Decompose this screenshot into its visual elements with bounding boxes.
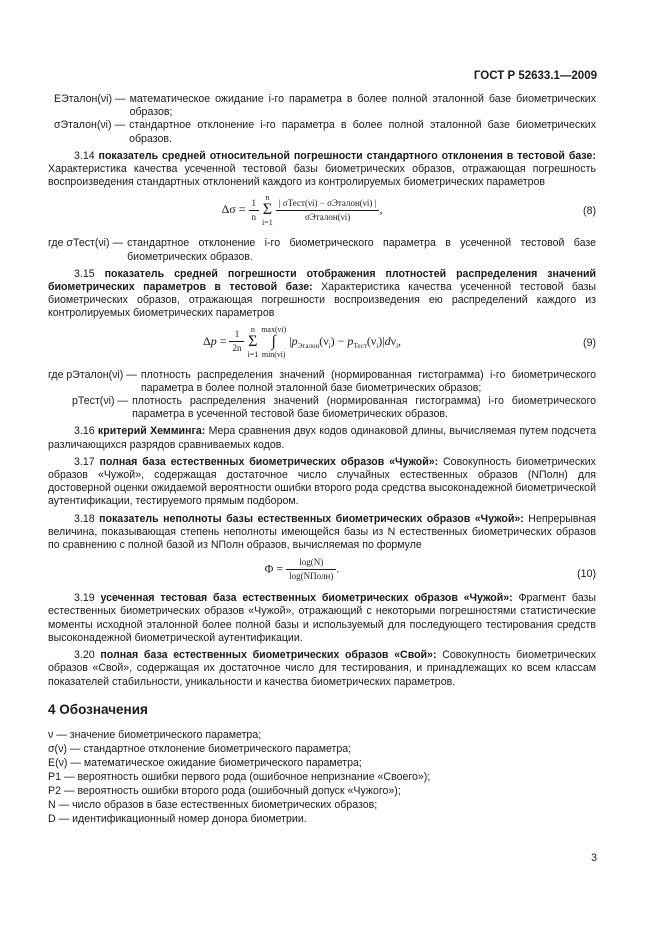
formula-lhs: Φ =	[264, 561, 284, 576]
list-item: σ(ν) — стандартное отклонение биометрического параметра;	[48, 742, 352, 755]
definition-p-test	[72, 395, 596, 421]
definition-term: σЭталон(νi) —	[54, 119, 126, 132]
clause-3-14	[48, 150, 596, 190]
clause-number: 3.19	[74, 592, 95, 605]
page-number: 3	[591, 852, 597, 864]
definition-term: где σТест(νi) —	[48, 237, 124, 250]
definition-text: плотность распределения значений (нормированная гистограмма) i-го биометрического параметра в усеченной тестовой базе биометрических образов.	[132, 395, 596, 421]
document-header: ГОСТ Р 52633.1—2009	[473, 70, 597, 82]
clause-title: показатель средней погрешности отображения плотностей распределения значений биометрических параметров в тестовой базе:	[48, 267, 596, 294]
clause-text: Совокупность биометрических образов «Чужой», содержащая достаточное число случайных естественных образов (NПолн) для достоверной оценки ожидаемой вероятности ошибки второго рода средства высоконадежной биометрической аутентификации, тестируемого прямым подбором.	[48, 455, 596, 508]
clause-3-15	[48, 268, 596, 321]
equation-number: (10)	[577, 568, 596, 581]
list-item: N — число образов в базе естественных биометрических образов;	[48, 798, 378, 811]
definition-term: pТест(νi) —	[72, 395, 129, 408]
clause-3-16	[48, 425, 596, 451]
sum-top: n	[250, 324, 255, 334]
definition-text: плотность распределения значений (нормированная гистограмма) i-го биометрического параметра в более полной эталонной базе биометрических образов;	[140, 368, 596, 394]
definition-text: стандартное отклонение i-го биометрического параметра в усеченной тестовой базе биометрических образов.	[127, 237, 596, 263]
clause-number: 3.18	[74, 512, 95, 525]
definition-sigma-test	[48, 237, 596, 263]
equation-number: (9)	[583, 336, 596, 349]
clause-3-20	[48, 649, 596, 689]
sum-bottom: i=1	[247, 349, 259, 359]
clause-3-19	[48, 592, 596, 645]
page-content	[48, 93, 596, 826]
definition-sigma-etalon	[54, 119, 596, 145]
clause-text: Фрагмент базы естественных биометрических образов «Чужой», отражающий с некоторыми погрешностями статистические моменты исходной эталонной более полной базы и используемый для последующего тестирования средств высоконадежной биометрической аутентификации.	[48, 592, 596, 644]
clause-title: критерий Хемминга:	[97, 425, 206, 438]
definition-term: где pЭталон(νi) —	[48, 368, 137, 381]
clause-text: Мера сравнения двух кодов одинаковой длины, вычисляемая путем подсчета различающихся разрядов сравниваемых кодов.	[48, 425, 596, 451]
formula-9: Δp = $\frac{1}{2n}$ n Σ i=1 max(νi) ∫ min(νi) $|p_{Эталон}(\nu_i) - p_{Тест}(\nu_i)|d\nu_i$, (9)	[202, 324, 596, 359]
list-item: P1 — вероятность ошибки первого рода (ошибочное непризнание «Своего»);	[48, 770, 431, 783]
clause-number: 3.15	[74, 267, 95, 280]
definition-text: математическое ожидание i-го параметра в более полной эталонной базе биометрических образов;	[129, 93, 596, 119]
formula-denominator: log(NПолн)	[289, 571, 334, 582]
clause-3-18	[48, 513, 596, 553]
clause-title: показатель неполноты базы естественных биометрических образов «Чужой»:	[99, 512, 524, 525]
clause-number: 3.14	[74, 149, 95, 162]
section-4-title: 4 Обозначения	[48, 701, 148, 717]
integral-bottom: min(νi)	[261, 349, 286, 359]
clause-text: Характеристика качества усеченной тестовой базы биометрических образов, отражающая погрешности воспроизведения ею распределений каждого из контролируемых биометрических параметров	[48, 281, 597, 320]
definition-p-etalon	[48, 369, 596, 395]
formula-10: Φ = $\frac{\log(N)}{\text{log(NПолн)}}$ . (10)	[48, 556, 596, 588]
clause-title: усеченная тестовая база естественных биометрических образов «Чужой»:	[100, 592, 513, 605]
clause-text: Характеристика качества усеченной тестовой базы биометрических образов, отражающая погрешность воспроизведения стандартных отклонений каждого из контролируемых биометрических параметров	[48, 163, 596, 189]
list-item: ν — значение биометрического параметра;	[48, 728, 262, 741]
clause-title: показатель средней относительной погрешности стандартного отклонения в тестовой базе:	[98, 149, 596, 162]
formula-numerator: log(N)	[286, 556, 336, 570]
sum-bottom: i=1	[262, 218, 273, 228]
list-item: E(ν) — математическое ожидание биометрического параметра;	[48, 756, 362, 769]
clause-number: 3.17	[74, 455, 95, 468]
clause-text: Непрерывная величина, показывающая степень неполноты имеющейся базы из N естественных биометрических образов по сравнению с полной базой из NПолн образов, вычисляемая по формуле	[48, 512, 596, 552]
formula-numerator: | σТест(νi) − σЭталон(νi) |	[276, 197, 380, 211]
definition-e-etalon	[54, 93, 596, 119]
sum-top: n	[265, 193, 270, 203]
equation-number: (8)	[583, 205, 596, 218]
formula-denominator: σЭталон(νi)	[304, 211, 351, 222]
list-item: P2 — вероятность ошибки второго рода (ошибочный допуск «Чужого»);	[48, 784, 401, 797]
definition-text: стандартное отклонение i-го параметра в более полной эталонной базе биометрических образов.	[129, 119, 596, 145]
formula-8: Δσ = $\frac{1}{n}$ n Σ i=1 $\frac{\text{| σТест(νi) − σЭталон(νi) |}}{\text{σЭталон(νi)}}$ , (8)	[221, 193, 596, 228]
clause-number: 3.16	[74, 425, 95, 438]
integral-top: max(νi)	[261, 324, 287, 334]
definition-term: EЭталон(νi) —	[54, 93, 126, 105]
list-item: D — идентификационный номер донора биометрии.	[48, 812, 307, 825]
clause-title: полная база естественных биометрических образов «Свой»:	[100, 649, 437, 662]
formula-lhs: Δσ =	[221, 202, 246, 217]
clause-3-17	[48, 456, 596, 509]
clause-number: 3.20	[74, 649, 95, 662]
clause-text: Совокупность биометрических образов «Свой», содержащая их достаточное число для тестирования, и принадлежащих ко всем классам показателей стабильности, уникальности и качества биометрических параметров.	[48, 649, 596, 688]
clause-title: полная база естественных биометрических образов «Чужой»:	[99, 455, 439, 468]
notation-list	[48, 728, 596, 826]
